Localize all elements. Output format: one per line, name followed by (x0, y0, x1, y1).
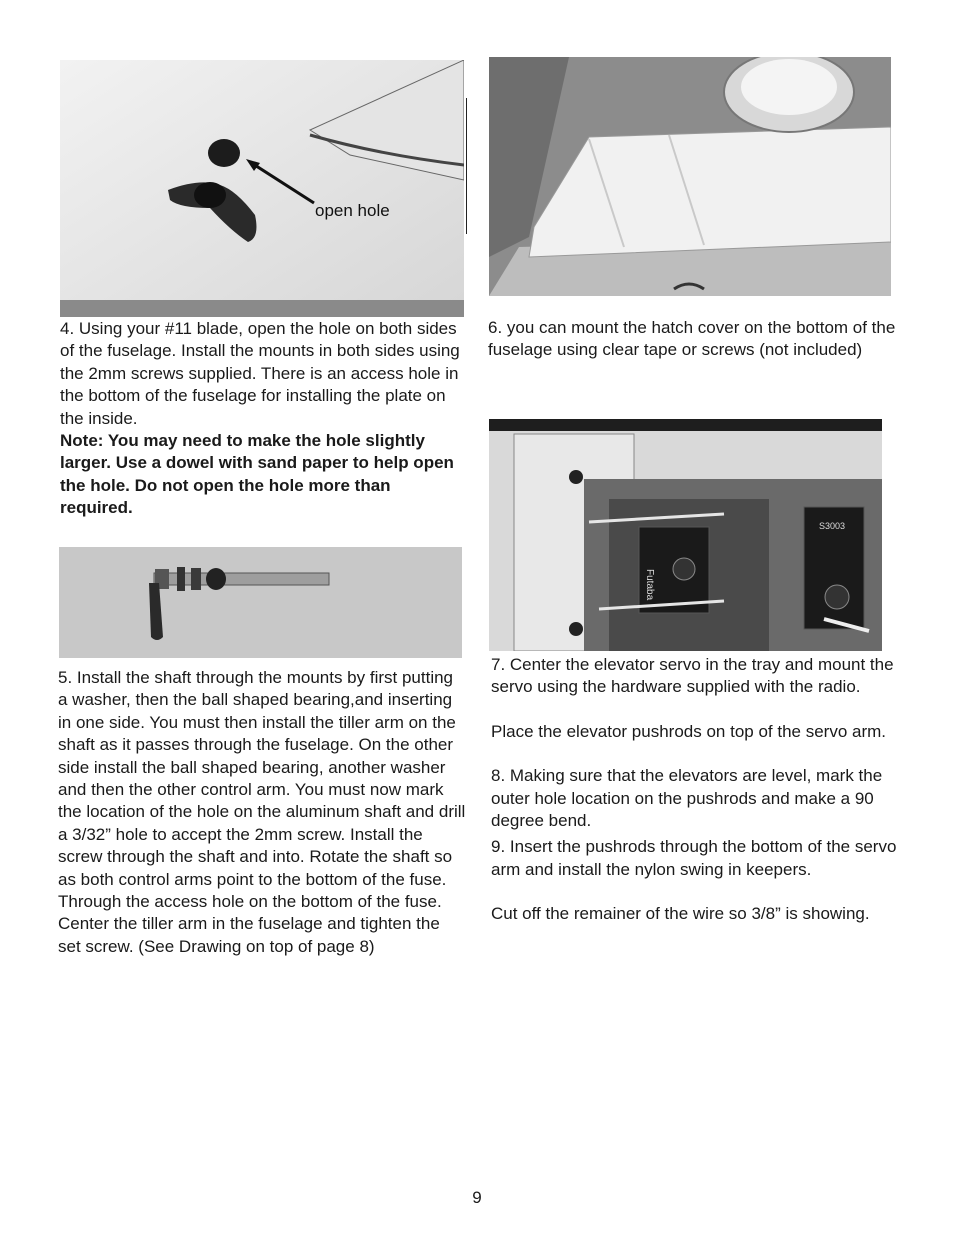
hatch-cover-image (489, 57, 891, 296)
photo-servo-tray (489, 419, 882, 651)
step5-block (58, 667, 466, 958)
mount-hole-image (60, 60, 464, 317)
open-hole-label: open hole (315, 201, 390, 220)
step8-text: 8. Making sure that the elevators are level, mark the outer hole location on the pushrods and make a 90 degree bend. (491, 766, 883, 831)
step7-9-block (491, 654, 903, 926)
page-number: 9 (472, 1188, 482, 1207)
servo2-model: S3003 (819, 521, 846, 531)
photo-shaft (59, 547, 462, 658)
shaft-image (59, 547, 462, 658)
servo-tray-image (489, 419, 882, 651)
step7-text2: Place the elevator pushrods on top of the servo arm. (491, 721, 887, 741)
servo1-brand: Futaba (644, 569, 655, 601)
step9-text: 9. Insert the pushrods through the bottom of the servo arm and install the nylon swing in keepers. (491, 837, 897, 879)
step5-text: 5. Install the shaft through the mounts by first putting a washer, then the ball shaped bearing,and inserting in one side. You must then install the tiller arm on the shaft as it passes through the fuselage. On the other side install the ball shaped bearing, another washer and then the other control arm. You must now mark the location of the hole on the aluminum shaft and drill a 3/32” hole to accept the 2mm screw. Install the screw through the shaft and into. Rotate the shaft so as both control arms point to the bottom of the fuse. Through the access hole on the bottom of the fuse. Center the tiller arm in the fuselage and tighten the set screw. (See Drawing on top of page 8) (58, 668, 466, 956)
step9-text2: Cut off the remainer of the wire so 3/8” is showing. (491, 904, 870, 924)
step4-block (60, 318, 465, 520)
step4-note: Note: You may need to make the hole slightly larger. Use a dowel with sand paper to help open the hole. Do not open the hole more than required. (60, 431, 454, 518)
photo-hatch-cover (489, 57, 891, 296)
step6-block (488, 317, 900, 362)
divider-line (466, 98, 467, 234)
step4-text: 4. Using your #11 blade, open the hole on both sides of the fuselage. Install the mounts in both sides using the 2mm screws supplied. There is an access hole in the bottom of the fuselage for installing the plate on the inside. (60, 319, 460, 428)
photo-mount-hole (60, 60, 464, 317)
step7-text: 7. Center the elevator servo in the tray and mount the servo using the hardware supplied with the radio. (491, 655, 894, 697)
step6-text: 6. you can mount the hatch cover on the bottom of the fuselage using clear tape or screws (not included) (488, 318, 896, 360)
